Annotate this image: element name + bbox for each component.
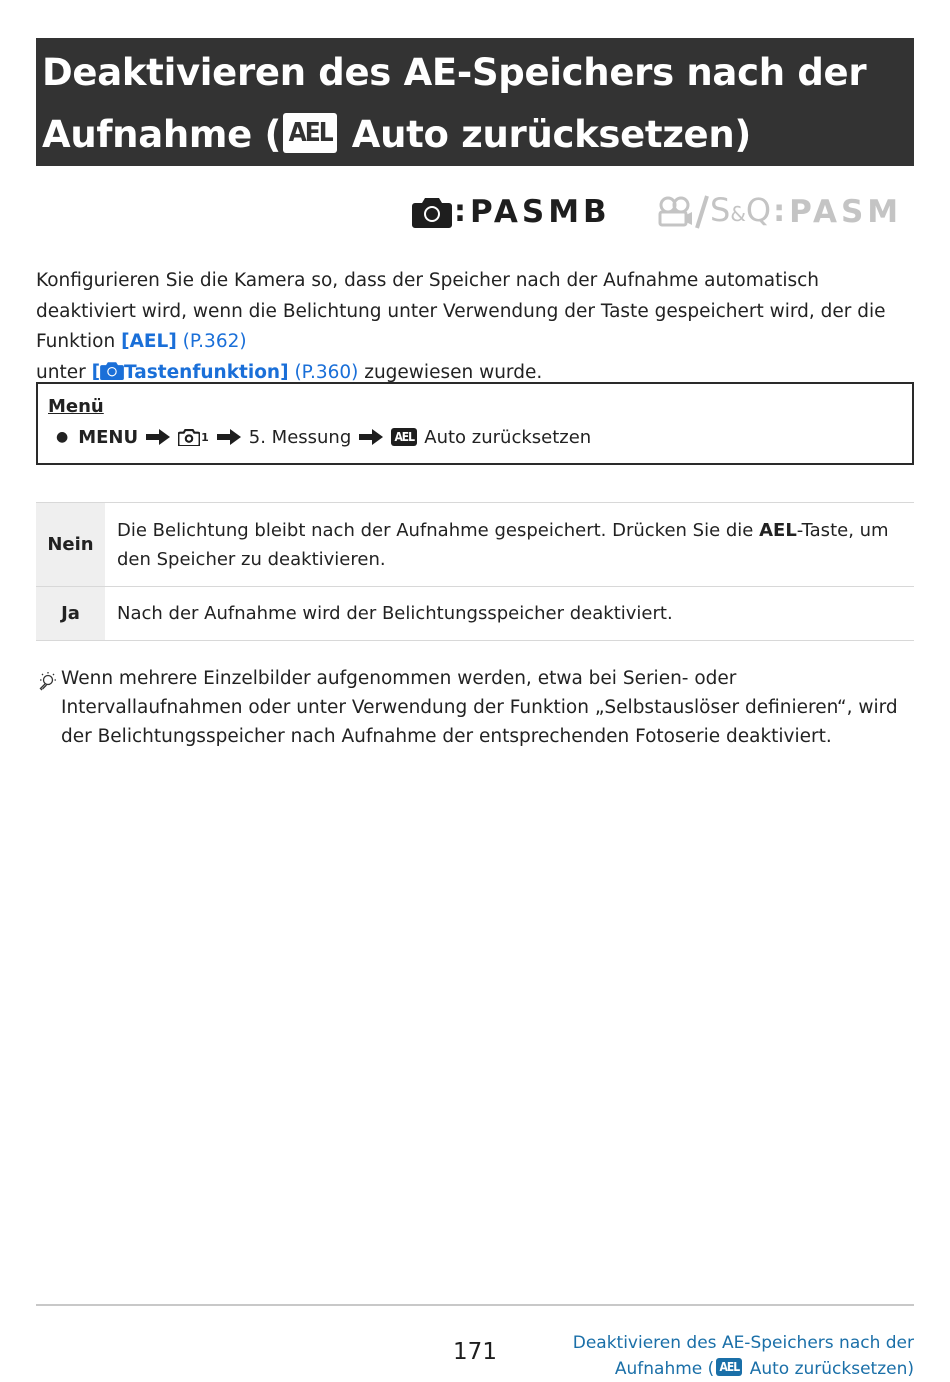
ael-icon-text: AEL — [394, 430, 415, 444]
title-line-2 — [42, 104, 908, 166]
title-line-1: Deaktivieren des AE-Speichers nach der — [42, 51, 867, 94]
photo-colon: : — [454, 194, 466, 229]
option-desc-ja: Nach der Aufnahme wird der Belichtungsspeicher deaktiviert. — [117, 603, 673, 624]
button-function-bracket: [ — [91, 361, 101, 383]
photo-modes — [412, 190, 611, 234]
arrow-right-icon — [359, 429, 383, 445]
sq-q: Q — [745, 191, 772, 229]
ael-icon-text: AEL — [288, 117, 332, 148]
intro-text-2: unter — [36, 361, 92, 383]
menu-path-box — [36, 382, 914, 465]
movie-mode-letters: PASM — [789, 194, 903, 230]
sq-amp: & — [730, 202, 746, 226]
ael-key-label: AEL — [759, 519, 797, 541]
menu-label: MENU — [78, 426, 139, 448]
footer-title-line-1: Deaktivieren des AE-Speichers nach der — [572, 1333, 914, 1353]
ael-icon — [716, 1358, 742, 1376]
shooting-modes — [0, 190, 950, 234]
tip-note — [36, 664, 916, 751]
menu-step-metering: 5. Messung — [248, 426, 352, 448]
option-key-ja: Ja — [36, 587, 105, 641]
camera-menu-number: 1 — [201, 430, 209, 444]
arrow-right-icon — [217, 429, 241, 445]
button-function-link[interactable] — [92, 362, 289, 383]
ael-icon-text: AEL — [719, 1360, 740, 1374]
intro-text-1: Konfigurieren Sie die Kamera so, dass der Speicher nach der Aufnahme automatisch deaktiviert wird, wenn die Belichtung unter Verwendung der Taste gespeichert wird, der die Funktion — [36, 270, 886, 352]
sq-label — [710, 188, 771, 236]
page-ref-362[interactable]: (P.362) — [182, 331, 247, 352]
menu-path — [48, 422, 902, 452]
movie-modes — [656, 190, 902, 234]
table-row — [36, 587, 914, 641]
page-number: 171 — [453, 1339, 497, 1365]
page-title — [36, 38, 914, 166]
options-table — [36, 502, 914, 641]
ael-icon — [391, 428, 417, 446]
slash-icon — [694, 194, 710, 230]
intro-text-3: zugewiesen wurde. — [358, 361, 543, 383]
ael-icon — [283, 113, 337, 153]
option-desc-text: Die Belichtung bleibt nach der Aufnahme gespeichert. Drücken Sie die — [117, 519, 760, 541]
menu-step-auto-reset: Auto zurücksetzen — [424, 426, 592, 448]
camera-icon — [100, 361, 124, 380]
photo-mode-letters: PASMB — [470, 194, 611, 230]
page-ref-360[interactable]: (P.360) — [294, 361, 359, 383]
title-line-2-prefix: Aufnahme ( — [42, 113, 282, 156]
button-function-label: Tastenfunktion] — [124, 361, 289, 383]
ael-function-link[interactable]: [AEL] — [121, 331, 177, 352]
footer-title-suffix: Auto zurücksetzen) — [744, 1359, 914, 1379]
camera-icon — [178, 429, 200, 446]
table-row — [36, 503, 914, 587]
movie-colon: : — [773, 194, 786, 229]
footer-title-line-2 — [573, 1356, 914, 1382]
option-desc-text: -Taste, um den Speicher zu deaktivieren. — [117, 519, 889, 570]
bullet-icon: ● — [56, 429, 69, 445]
footer-section-link[interactable] — [573, 1330, 914, 1382]
tip-text: Wenn mehrere Einzelbilder aufgenommen werden, etwa bei Serien- oder Intervallaufnahmen oder unter Verwendung der Funktion „Selbstauslöser definieren“, wird der Belichtungsspeicher nach Aufnahme der entsprechenden Fotoserie deaktiviert. — [61, 668, 898, 747]
intro-paragraph — [36, 266, 916, 388]
movie-camera-icon — [656, 195, 694, 229]
option-desc-nein — [105, 503, 914, 587]
arrow-right-icon — [146, 429, 170, 445]
tip-lightbulb-icon — [36, 670, 58, 692]
menu-heading: Menü — [48, 396, 104, 417]
title-line-2-suffix: Auto zurücksetzen) — [339, 113, 752, 156]
sq-s: S — [710, 191, 731, 229]
camera-icon — [412, 196, 452, 228]
option-key-nein: Nein — [36, 503, 105, 587]
footer-title-prefix: Aufnahme ( — [614, 1359, 715, 1379]
footer-divider — [36, 1304, 914, 1306]
